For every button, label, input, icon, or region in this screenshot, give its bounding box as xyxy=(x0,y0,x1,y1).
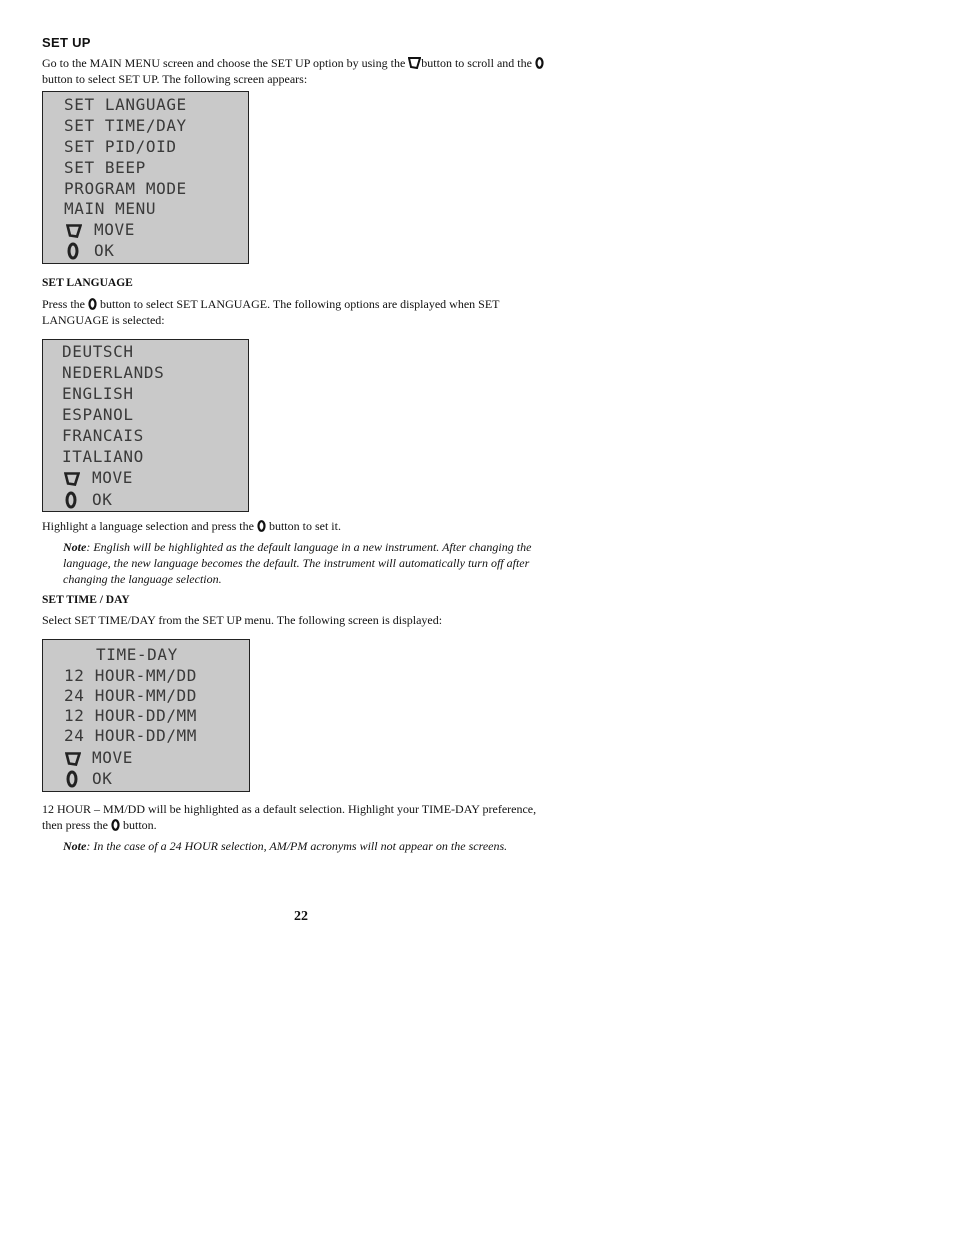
page-number: 22 xyxy=(294,909,308,924)
section-heading-setup: SET UP xyxy=(42,35,91,50)
lcd-line: PROGRAM MODE xyxy=(64,179,187,198)
zero-ok-icon xyxy=(65,491,77,509)
lcd-move-label: MOVE xyxy=(92,468,133,487)
setup-lcd-screen xyxy=(42,91,249,264)
lcd-line: SET LANGUAGE xyxy=(64,95,187,114)
zero-ok-icon xyxy=(67,242,79,260)
set-language-after-text-2: button to set it. xyxy=(268,519,341,533)
lcd-line: 12 HOUR-DD/MM xyxy=(64,706,198,725)
section-heading-set-language: SET LANGUAGE xyxy=(42,277,133,289)
set-time-day-after-text-2: button. xyxy=(122,818,157,832)
section-heading-set-time-day: SET TIME / DAY xyxy=(42,594,130,606)
set-language-after-text-1: Highlight a language selection and press the xyxy=(42,519,254,533)
lcd-move-label: MOVE xyxy=(92,748,133,767)
note-text: : English will be highlighted as the default language in a new instrument. After changing the language, the new language becomes the default. The instrument will automatically turn off after changing the language selection. xyxy=(63,540,532,586)
set-time-day-note xyxy=(63,838,543,854)
lcd-move-label: MOVE xyxy=(94,220,135,239)
lcd-line: DEUTSCH xyxy=(62,342,134,361)
lcd-line: MAIN MENU xyxy=(64,199,157,218)
lcd-line: SET BEEP xyxy=(64,158,146,177)
set-language-intro-text-1: Press the xyxy=(42,297,85,311)
note-text: : In the case of a 24 HOUR selection, AM/PM acronyms will not appear on the screens. xyxy=(86,839,508,853)
lcd-ok-label: OK xyxy=(92,769,113,788)
zero-ok-icon xyxy=(535,57,544,69)
lcd-line: ENGLISH xyxy=(62,384,134,403)
zero-ok-icon xyxy=(66,770,78,788)
lcd-line: 24 HOUR-MM/DD xyxy=(64,686,198,705)
zero-ok-icon xyxy=(257,520,266,532)
lcd-line: SET PID/OID xyxy=(64,137,177,156)
set-time-day-after-text-1: 12 HOUR – MM/DD will be highlighted as a default selection. Highlight your TIME-DAY preference, then press the xyxy=(42,802,537,832)
scroll-triangle-icon xyxy=(65,752,81,766)
note-label: Note xyxy=(63,839,87,853)
scroll-triangle-icon xyxy=(64,472,80,486)
set-language-note xyxy=(63,539,543,587)
time-day-lcd-screen xyxy=(42,639,250,792)
set-language-intro xyxy=(42,296,552,328)
lcd-line: SET TIME/DAY xyxy=(64,116,187,135)
setup-intro-text-3: button to select SET UP. The following screen appears: xyxy=(42,72,308,86)
lcd-line: ESPANOL xyxy=(62,405,134,424)
lcd-line: NEDERLANDS xyxy=(62,363,165,382)
setup-intro-text-1: Go to the MAIN MENU screen and choose the SET UP option by using the xyxy=(42,56,406,70)
zero-ok-icon xyxy=(88,298,97,310)
set-language-after xyxy=(42,518,552,534)
scroll-triangle-icon xyxy=(408,57,421,69)
set-time-day-after xyxy=(42,801,547,833)
lcd-line: FRANCAIS xyxy=(62,426,144,445)
setup-intro xyxy=(42,55,552,87)
zero-ok-icon xyxy=(111,819,120,831)
language-lcd-screen xyxy=(42,339,249,512)
set-language-intro-text-2: button to select SET LANGUAGE. The following options are displayed when SET LANGUAGE is selected: xyxy=(42,297,500,327)
lcd-line: 12 HOUR-MM/DD xyxy=(64,666,198,685)
scroll-triangle-icon xyxy=(66,224,82,238)
lcd-ok-label: OK xyxy=(94,241,115,260)
lcd-title: TIME-DAY xyxy=(96,645,178,664)
set-time-day-intro: Select SET TIME/DAY from the SET UP menu. The following screen is displayed: xyxy=(42,613,443,627)
lcd-line: ITALIANO xyxy=(62,447,144,466)
setup-intro-text-2: button to scroll and the xyxy=(421,56,532,70)
lcd-line: 24 HOUR-DD/MM xyxy=(64,726,198,745)
lcd-ok-label: OK xyxy=(92,490,113,509)
note-label: Note xyxy=(63,540,87,554)
